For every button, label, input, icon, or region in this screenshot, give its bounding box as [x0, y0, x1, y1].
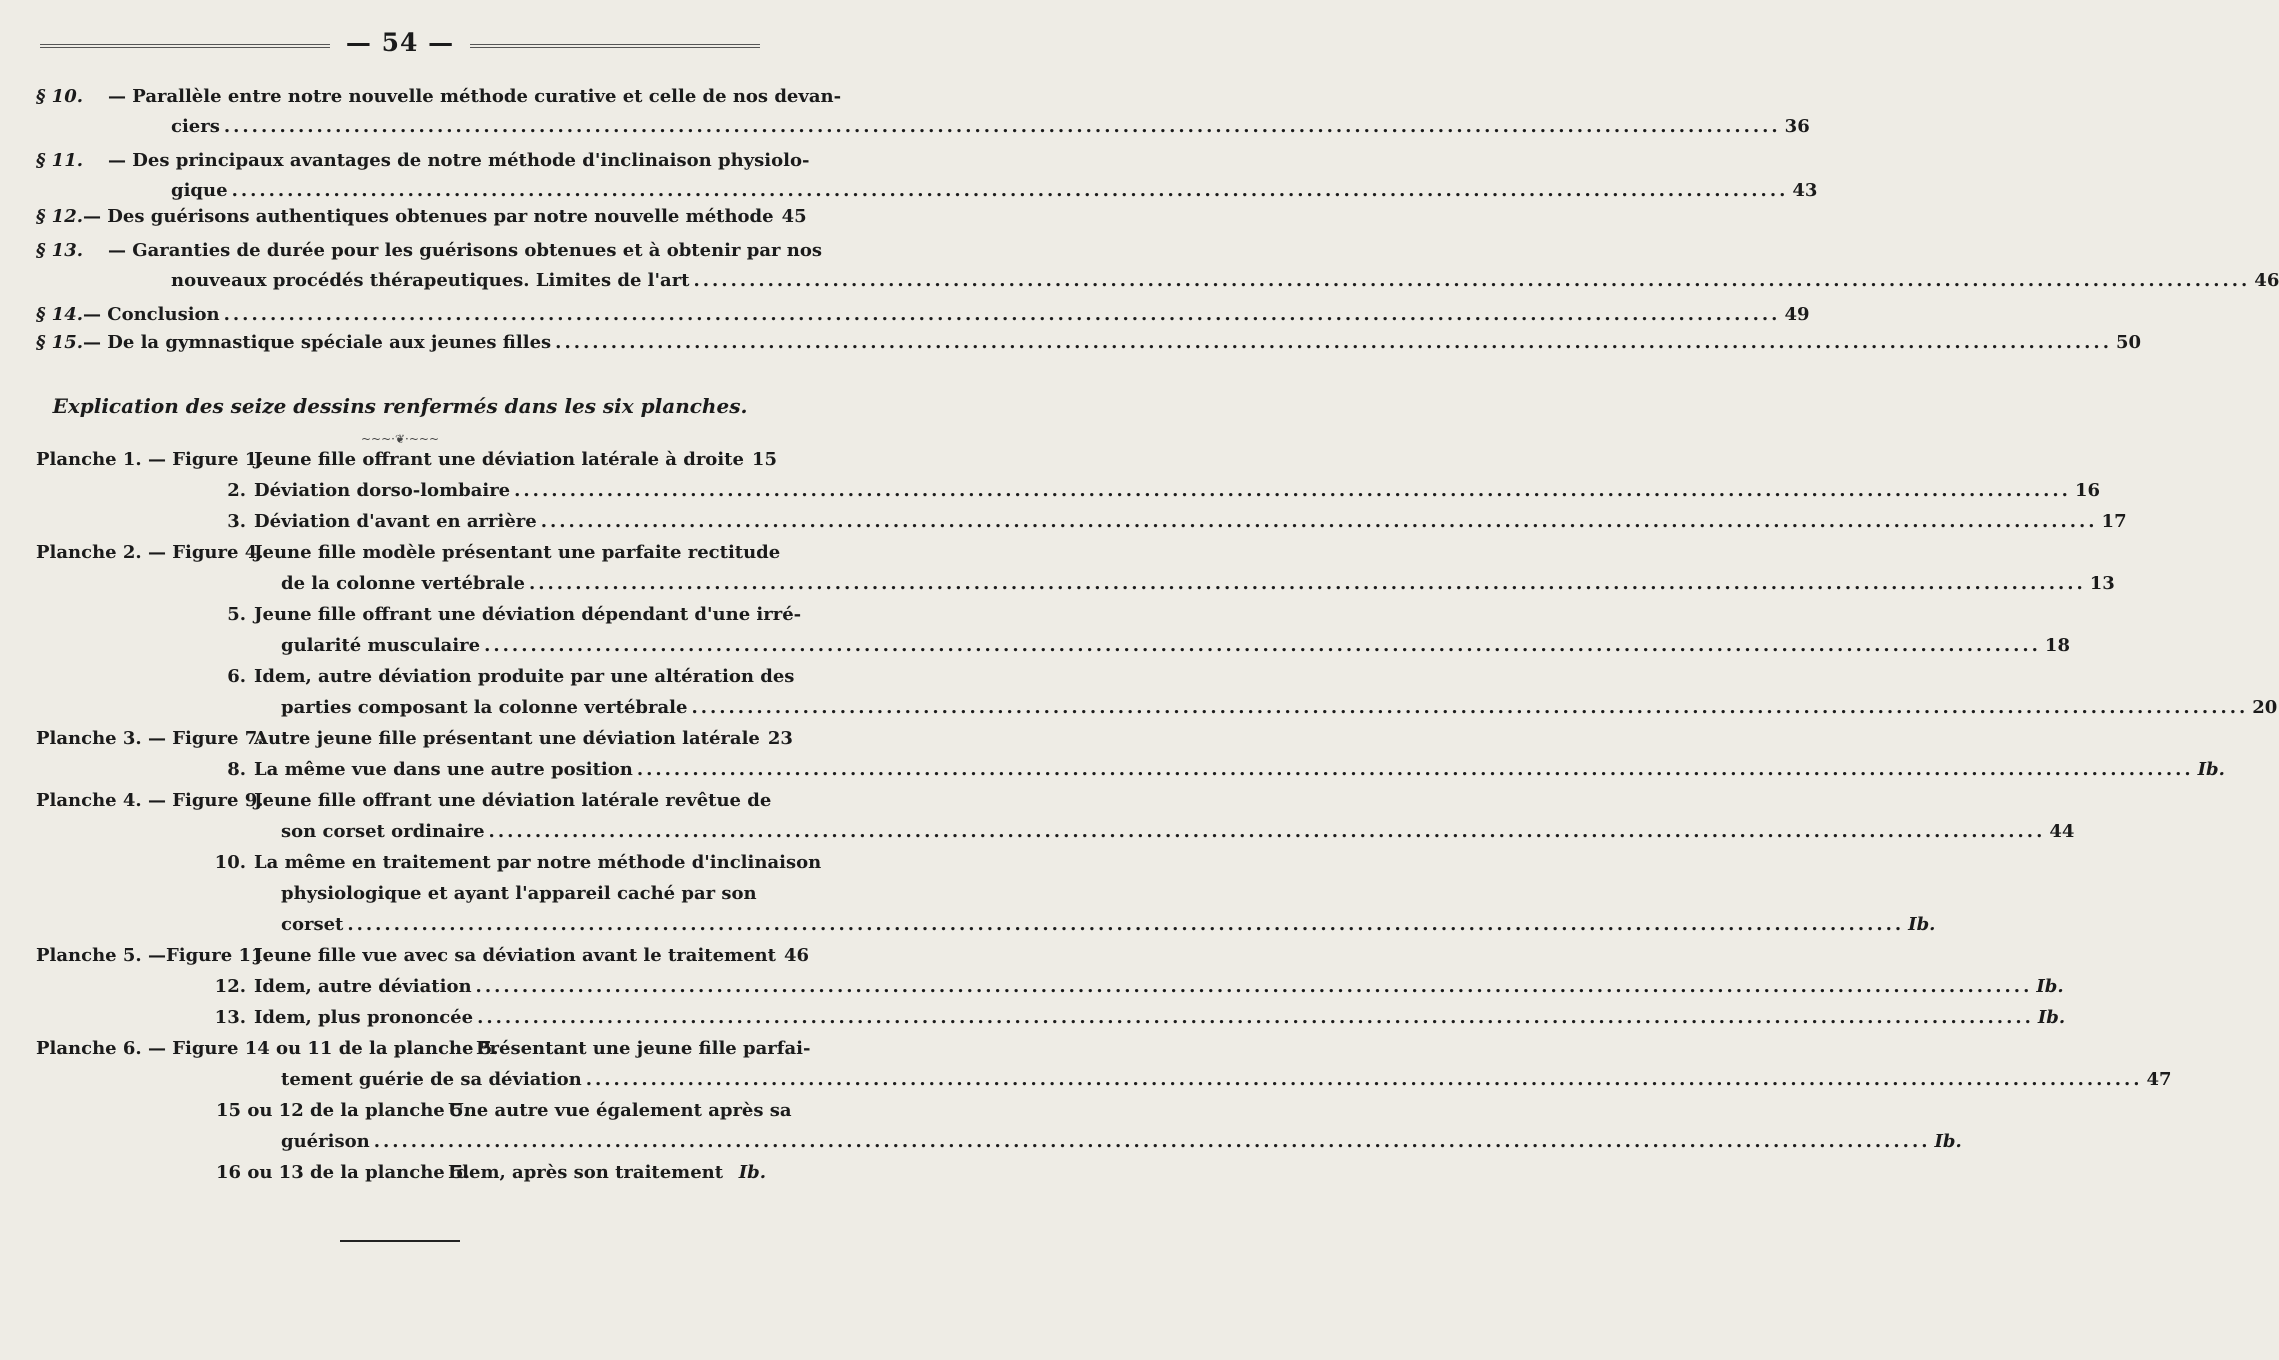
list-item: [36, 692, 2278, 723]
list-item: [36, 444, 777, 475]
page-ref: 16: [2074, 480, 2100, 501]
plates-title: Explication des seize dessins renfermés dans les six planches.: [52, 394, 748, 418]
end-rule: [340, 1240, 460, 1242]
list-item: [36, 971, 2064, 1002]
page-ref: 47: [2146, 1069, 2172, 1090]
list-item: [36, 785, 772, 816]
section-10: [36, 82, 1810, 142]
page-ref: Ib.: [1934, 1131, 1962, 1152]
section-mark: § 14.: [36, 304, 83, 325]
section-text: — De la gymnastique spéciale aux jeunes filles: [83, 332, 552, 353]
figure-text: physiologique et ayant l'appareil caché par son: [281, 883, 757, 904]
list-item: [36, 878, 766, 909]
figure-text: Idem, autre déviation: [254, 976, 472, 997]
figure-text: Une autre vue également après sa: [448, 1100, 792, 1121]
list-item: [36, 568, 2115, 599]
list-item: [36, 754, 2225, 785]
list-item: [36, 940, 810, 971]
section-14: [36, 300, 1810, 330]
figure-text: La même en traitement par notre méthode d'inclinaison: [254, 852, 822, 873]
section-text: ciers: [171, 116, 220, 137]
section-mark: § 13.: [36, 240, 83, 261]
list-item: [36, 1002, 2066, 1033]
page-ref: 46: [2254, 270, 2279, 291]
figure-text: parties composant la colonne vertébrale: [281, 697, 688, 718]
list-item: [36, 537, 781, 568]
plate-label: Planche 3. — Figure 7.: [36, 728, 264, 749]
page-ref: 45: [781, 206, 807, 227]
page-ref: 15: [751, 449, 777, 470]
figure-text: Jeune fille modèle présentant une parfaite rectitude: [254, 542, 781, 563]
section-15: [36, 328, 2142, 358]
figure-text: Jeune fille offrant une déviation latérale à droite: [254, 449, 744, 470]
section-11: [36, 146, 1818, 206]
figure-number: 6.: [227, 666, 246, 687]
section-13: [36, 236, 2279, 296]
section-text: — Conclusion: [83, 304, 220, 325]
figure-number: 2.: [227, 480, 246, 501]
list-item: [36, 723, 793, 754]
page-ref: Ib.: [2037, 1007, 2066, 1028]
page-ref: 13: [2089, 573, 2115, 594]
figure-number: 13.: [214, 1007, 246, 1028]
page-ref: 43: [1792, 180, 1818, 201]
figure-text: La même vue dans une autre position: [254, 759, 633, 780]
figure-number: 8.: [227, 759, 246, 780]
figure-text: Idem, plus prononcée: [254, 1007, 474, 1028]
plate-label: Planche 1. — Figure 1.: [36, 449, 264, 470]
plate-label: Planche 2. — Figure 4.: [36, 542, 264, 563]
plate-label: Planche 4. — Figure 9.: [36, 790, 264, 811]
page-header: [40, 28, 760, 60]
figure-text: son corset ordinaire: [281, 821, 485, 842]
figure-text: Déviation dorso-lombaire: [254, 480, 511, 501]
figure-text: corset: [281, 914, 344, 935]
page-ref: 18: [2044, 635, 2070, 656]
list-item: [36, 599, 802, 630]
page-ref: Ib.: [2197, 759, 2225, 780]
figure-number: 12.: [214, 976, 246, 997]
list-item: [36, 847, 822, 878]
list-item: [36, 630, 2070, 661]
page-ref: 23: [767, 728, 793, 749]
section-text: — Des guérisons authentiques obtenues par notre nouvelle méthode: [83, 206, 774, 227]
figure-text: guérison: [281, 1131, 370, 1152]
page-number: — 54 —: [345, 28, 455, 57]
figure-number: 16 ou 13 de la planche 5.: [216, 1162, 470, 1183]
figure-text: Déviation d'avant en arrière: [254, 511, 537, 532]
list-item: [36, 506, 2127, 537]
page-ref: Ib.: [1908, 914, 1936, 935]
figure-text: Jeune fille offrant une déviation dépendant d'une irré-: [254, 604, 802, 625]
page-ref: 36: [1784, 116, 1810, 137]
figure-text: Jeune fille vue avec sa déviation avant le traitement: [254, 945, 776, 966]
section-mark: § 11.: [36, 150, 83, 171]
plates-list: [36, 444, 2278, 1188]
page-ref: Ib.: [2036, 976, 2064, 997]
figure-number: 5.: [227, 604, 246, 625]
page-ref: 44: [2049, 821, 2075, 842]
figure-number: 3.: [227, 511, 246, 532]
section-text: — Parallèle entre notre nouvelle méthode curative et celle de nos devan-: [108, 86, 842, 107]
figure-text: tement guérie de sa déviation: [281, 1069, 582, 1090]
figure-text: Idem, autre déviation produite par une altération des: [254, 666, 795, 687]
list-item: [36, 1157, 766, 1188]
figure-text: Jeune fille offrant une déviation latérale revêtue de: [254, 790, 772, 811]
figure-number: 10.: [214, 852, 246, 873]
page-ref: 46: [783, 945, 810, 966]
figure-text: Présentant une jeune fille parfai-: [476, 1038, 811, 1059]
figure-text: gularité musculaire: [281, 635, 481, 656]
page-ref: 20: [2252, 697, 2278, 718]
page-ref: Ib.: [738, 1162, 766, 1183]
page-ref: 17: [2101, 511, 2127, 532]
header-rule-right: [470, 44, 760, 48]
list-item: [36, 1033, 811, 1064]
figure-text: Idem, après son traitement: [448, 1162, 724, 1183]
list-item: [36, 475, 2100, 506]
ornament: ~~~·❦·~~~: [360, 432, 439, 446]
list-item: [36, 816, 2075, 847]
section-text: nouveaux procédés thérapeutiques. Limites de l'art: [171, 270, 690, 291]
list-item: [36, 909, 1936, 940]
section-text: — Garanties de durée pour les guérisons obtenues et à obtenir par nos: [108, 240, 822, 261]
list-item: [36, 1095, 792, 1126]
list-item: [36, 661, 795, 692]
plate-label: Planche 6. — Figure 14 ou 11 de la planche 5.: [36, 1038, 499, 1059]
page-ref: 50: [2115, 332, 2142, 353]
figure-text: de la colonne vertébrale: [281, 573, 525, 594]
section-mark: § 15.: [36, 332, 83, 353]
section-mark: § 10.: [36, 86, 83, 107]
list-item: [36, 1064, 2172, 1095]
section-text: gique: [171, 180, 228, 201]
section-text: — Des principaux avantages de notre méthode d'inclinaison physiolo-: [108, 150, 810, 171]
plate-label: Planche 5. —Figure 11.: [36, 945, 270, 966]
section-mark: § 12.: [36, 206, 83, 227]
figure-number: 15 ou 12 de la planche 5.: [216, 1100, 470, 1121]
list-item: [36, 1126, 1962, 1157]
figure-text: Autre jeune fille présentant une déviation latérale: [254, 728, 760, 749]
section-12: [36, 202, 807, 232]
page-ref: 49: [1784, 304, 1810, 325]
